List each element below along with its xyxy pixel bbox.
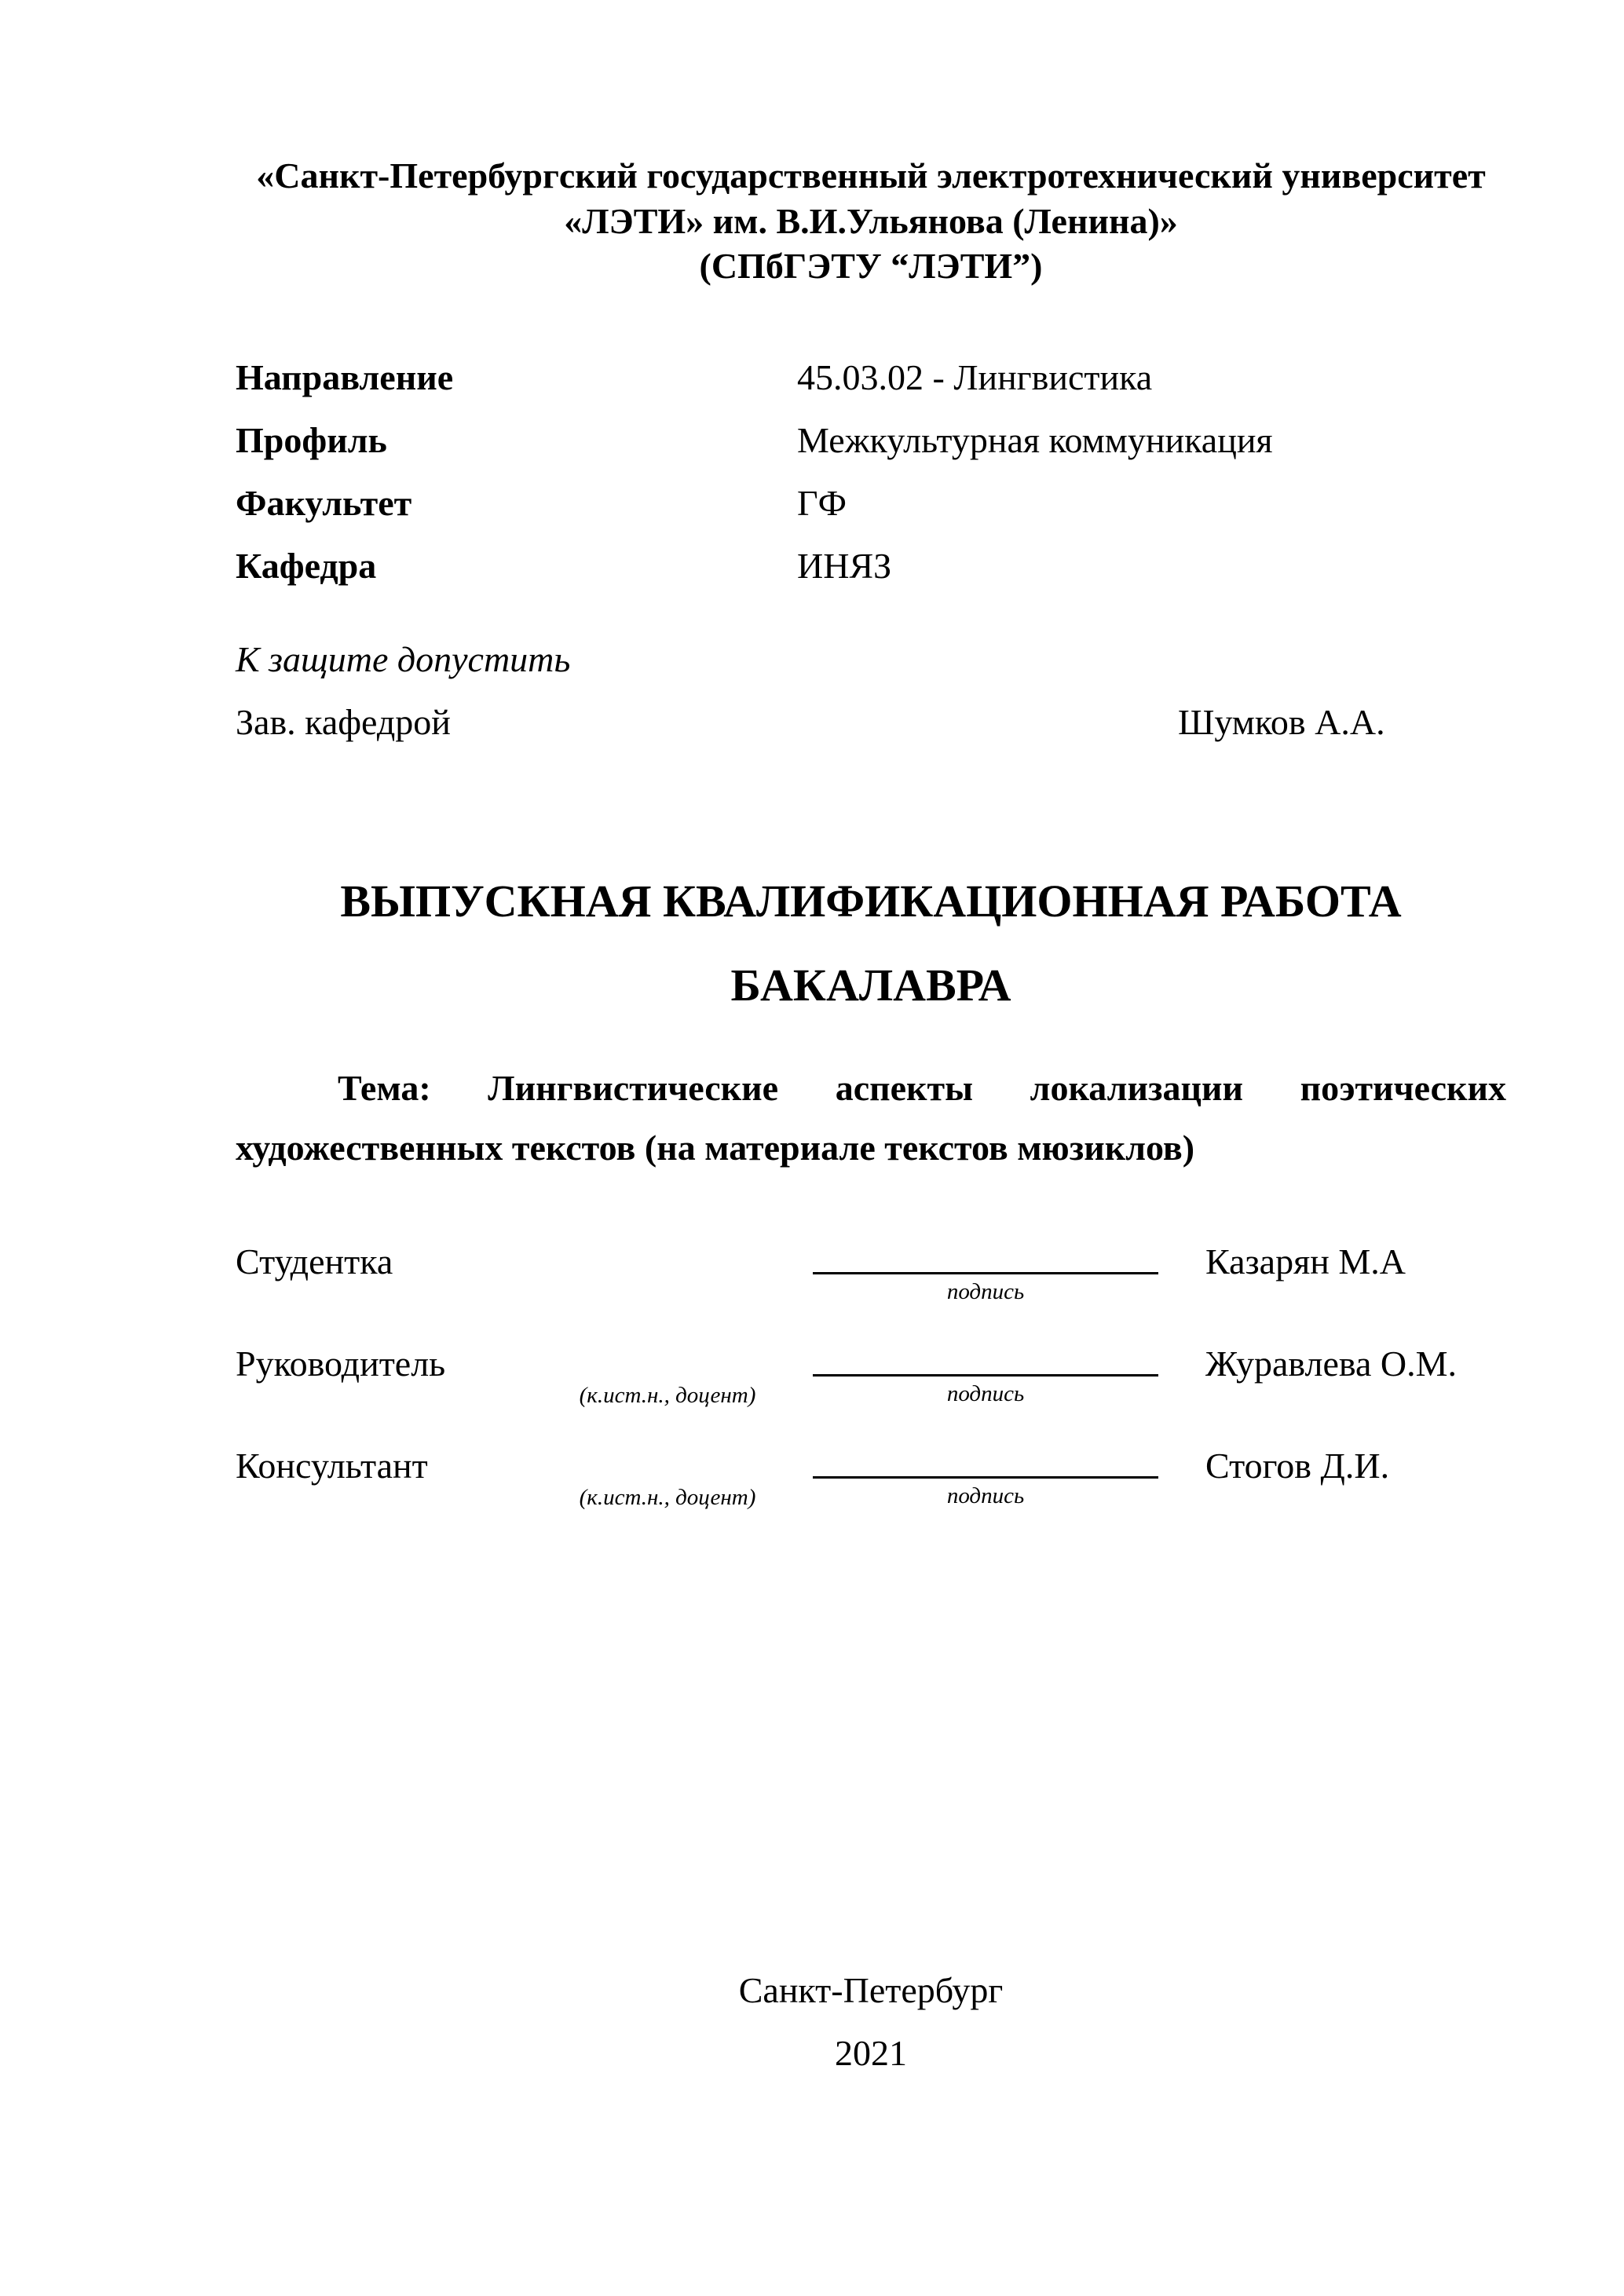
signature-line bbox=[813, 1336, 1158, 1377]
footer bbox=[236, 1959, 1506, 2085]
field-row-faculty bbox=[236, 476, 1506, 530]
signature-row-student bbox=[236, 1234, 1506, 1336]
signature-credential: (к.ист.н., доцент) bbox=[579, 1484, 756, 1510]
field-row-profile bbox=[236, 413, 1506, 467]
university-name-line2: «ЛЭТИ» им. В.И.Ульянова (Ленина)» bbox=[564, 200, 1178, 241]
university-name-line3: (СПбГЭТУ “ЛЭТИ”) bbox=[699, 246, 1043, 286]
field-value-department: ИНЯЗ bbox=[797, 545, 892, 586]
topic-line2: художественных текстов (на материале текстов мюзиклов) bbox=[236, 1127, 1195, 1168]
footer-city: Санкт-Петербург bbox=[738, 1970, 1004, 2010]
signatures-section bbox=[236, 1234, 1506, 1541]
work-title bbox=[236, 859, 1506, 1028]
topic-paragraph bbox=[236, 1058, 1506, 1178]
program-fields bbox=[236, 350, 1506, 593]
signature-role: Студентка bbox=[236, 1241, 393, 1281]
field-value-direction: 45.03.02 - Лингвистика bbox=[797, 356, 1153, 397]
signature-caption: подпись bbox=[946, 1278, 1025, 1304]
signature-credential: (к.ист.н., доцент) bbox=[579, 1382, 756, 1408]
admission-note: К защите допустить bbox=[236, 638, 571, 679]
university-header bbox=[236, 153, 1506, 289]
field-label-department: Кафедра bbox=[236, 545, 377, 586]
signature-caption: подпись bbox=[946, 1483, 1025, 1508]
field-row-direction bbox=[236, 350, 1506, 404]
work-title-line2: БАКАЛАВРА bbox=[730, 959, 1011, 1011]
signature-line bbox=[813, 1439, 1158, 1479]
footer-year: 2021 bbox=[835, 2033, 907, 2074]
signature-row-consultant bbox=[236, 1439, 1506, 1541]
field-value-faculty: ГФ bbox=[797, 482, 847, 523]
department-head-name: Шумков А.А. bbox=[1178, 701, 1385, 742]
signature-line bbox=[813, 1234, 1158, 1274]
signature-caption: подпись bbox=[946, 1380, 1025, 1406]
field-label-profile: Профиль bbox=[236, 419, 387, 460]
department-head-label: Зав. кафедрой bbox=[236, 701, 451, 742]
signature-name: Казарян М.А bbox=[1205, 1241, 1406, 1281]
field-label-direction: Направление bbox=[236, 356, 454, 397]
work-title-line1: ВЫПУСКНАЯ КВАЛИФИКАЦИОННАЯ РАБОТА bbox=[340, 875, 1402, 927]
topic-line1: Тема: Лингвистические аспекты локализации поэтических bbox=[338, 1068, 1506, 1109]
signature-name: Журавлева О.М. bbox=[1205, 1343, 1458, 1384]
field-label-faculty: Факультет bbox=[236, 482, 412, 523]
field-value-profile: Межкультурная коммуникация bbox=[797, 419, 1273, 460]
admission-section bbox=[236, 632, 1506, 749]
field-row-department bbox=[236, 539, 1506, 593]
university-name-line1: «Санкт-Петербургский государственный электротехнический университет bbox=[256, 155, 1486, 196]
signature-role: Консультант bbox=[236, 1445, 428, 1486]
signature-role: Руководитель bbox=[236, 1343, 446, 1384]
department-head-row bbox=[236, 695, 1506, 749]
signature-name: Стогов Д.И. bbox=[1205, 1445, 1390, 1486]
signature-row-supervisor bbox=[236, 1336, 1506, 1439]
